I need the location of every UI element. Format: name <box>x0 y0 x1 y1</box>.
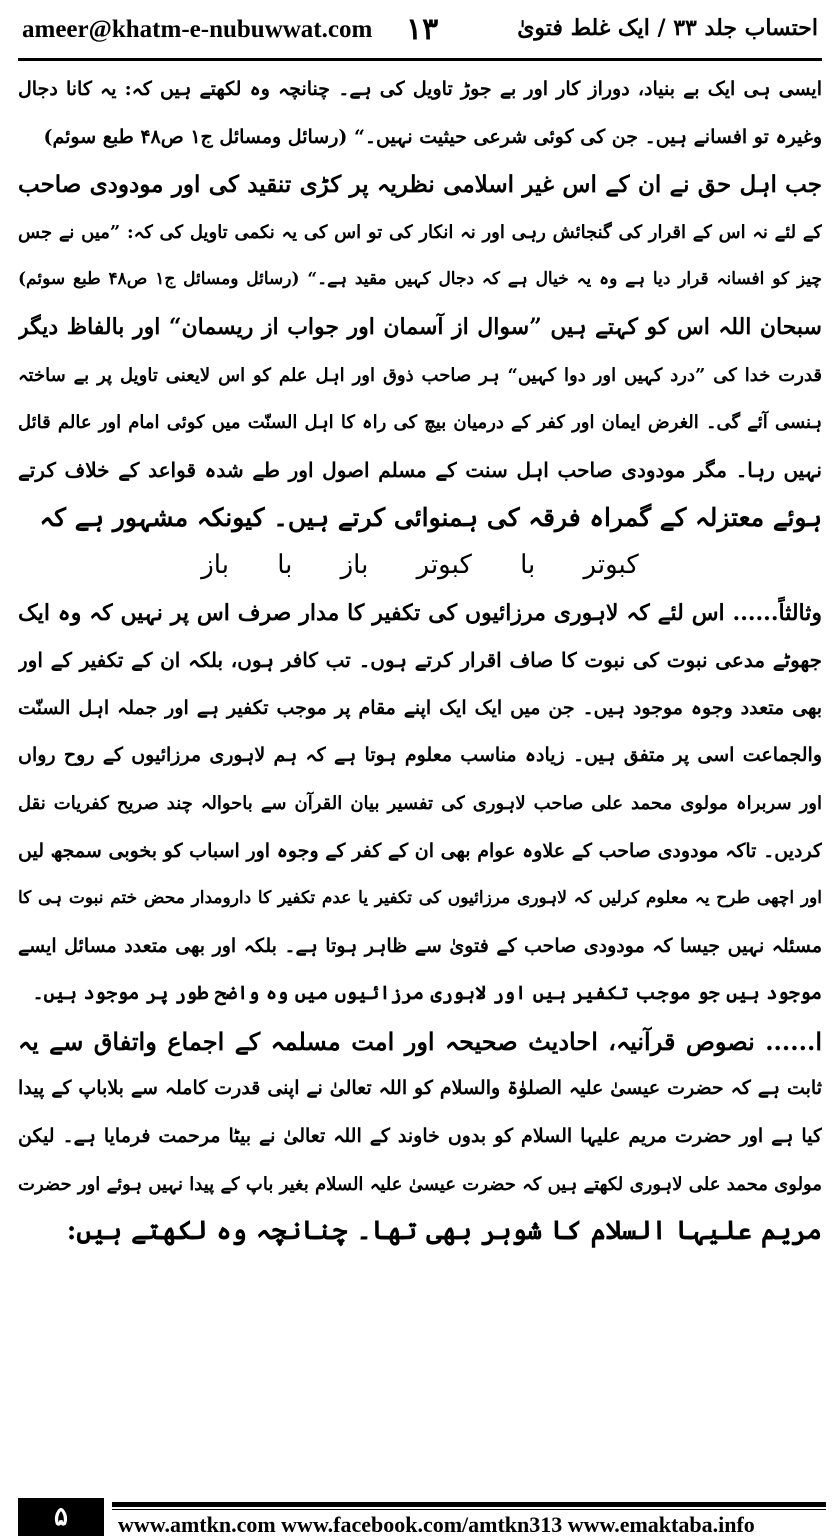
text-line: ثابت ہے کہ حضرت عیسیٰ علیہ الصلوٰۃ والسلام کو اللہ تعالیٰ نے اپنی قدرت کاملہ سے بلاباپ کے پیدا <box>18 1077 822 1100</box>
text-line: سبحان اللہ اس کو کہتے ہیں ”سوال از آسمان اور جواب از ریسمان“ اور بالفاظ دیگر <box>18 313 822 340</box>
text-line: مریم علیہا السلام کا شوہر بھی تھا۔ چنانچہ وہ لکھتے ہیں: <box>66 1216 822 1247</box>
text-line: کیا ہے اور حضرت مریم علیہا السلام کو بدوں خاوند کے اللہ تعالیٰ نے بیٹا مرحمت فرمایا ہے۔ لیکن <box>18 1125 822 1148</box>
text-line: والجماعت اسی پر متفق ہیں۔ زیادہ مناسب معلوم ہوتا ہے کہ ہم لاہوری مرزائیوں کے روح رواں <box>18 744 822 767</box>
text-line: ایسی ہی ایک بے بنیاد، دوراز کار اور بے جوڑ تاویل کی ہے۔ چنانچہ وہ لکھتے ہیں کہ: یہ کانا دجال <box>18 78 822 100</box>
text-line: کے لئے نہ اس کے اقرار کی گنجائش رہی اور نہ انکار کی تو اس کی یہ نکمی تاویل کی کہ: ”میں نے جس <box>18 221 822 243</box>
header-email: ameer@khatm-e-nubuwwat.com <box>22 16 373 43</box>
body-text <box>18 66 822 1256</box>
page-footer <box>0 1496 840 1540</box>
text-line: ہنسی آئے گی۔ الغرض ایمان اور کفر کے درمیان بیچ کی راہ کا اہل السنّت میں کوئی امام اور عالم قائل <box>18 412 822 434</box>
text-line: وغیرہ تو افسانے ہیں۔ جن کی کوئی شرعی حیثیت نہیں۔“ (رسائل ومسائل ج۱ ص۴۸ طبع سوئم) <box>43 125 822 148</box>
text-line: جھوٹے مدعی نبوت کی نبوت کا صاف اقرار کرتے ہوں۔ تب کافر ہوں، بلکہ ان کے تکفیر کے اور <box>18 648 822 673</box>
header-rule <box>18 58 822 61</box>
text-line: مولوی محمد علی لاہوری لکھتے ہیں کہ حضرت عیسیٰ علیہ السلام بغیر باپ کے پیدا نہیں ہوئے اور حضرت <box>18 1173 822 1195</box>
header-page-number: ۱۳ <box>406 12 439 47</box>
text-line: قدرت خدا کی ”درد کہیں اور دوا کہیں“ ہر صاحب ذوق اور اہل علم کو اس لایعنی تاویل پر بے ساختہ <box>18 364 822 386</box>
text-line: نہیں رہا۔ مگر مودودی صاحب اہل سنت کے مسلم اصول اور طے شدہ قواعد کے خلاف کرتے <box>18 457 822 482</box>
text-line: موجود ہیں جو موجب تکفیر ہیں اور لاہوری مرزائیوں میں وہ واضح طور پر موجود ہیں۔ <box>32 982 822 1005</box>
text-line: چیز کو افسانہ قرار دیا ہے وہ یہ خیال ہے کہ دجال کہیں مقید ہے۔“ (رسائل ومسائل ج۱ ص۴۸ طبع سوئم) <box>18 269 822 290</box>
verse-line: کبوتر با کبوتر باز با باز <box>201 549 639 580</box>
text-line: بھی متعدد وجوہ موجود ہیں۔ جن میں ایک ایک اپنے مقام پر موجب تکفیر ہے اور جملہ اہل السنّت <box>18 696 822 719</box>
footer-rule-thin <box>112 1509 826 1510</box>
text-line: جب اہل حق نے ان کے اس غیر اسلامی نظریہ پر کڑی تنقید کی اور مودودی صاحب <box>18 171 822 199</box>
text-line: اور اچھی طرح یہ معلوم کرلیں کہ لاہوری مرزائیوں کی تکفیر یا عدم تکفیر کا دارومدار محض ختم نبوت ہی کا <box>18 888 822 909</box>
footer-links: www.amtkn.com www.facebook.com/amtkn313 www.emaktaba.info <box>118 1512 755 1537</box>
text-line: ا...... نصوص قرآنیہ، احادیث صحیحہ اور امت مسلمہ کے اجماع واتفاق سے یہ <box>18 1026 822 1056</box>
text-line: ہوئے معتزلہ کے گمراہ فرقہ کی ہمنوائی کرتے ہیں۔ کیونکہ مشہور ہے کہ <box>39 503 822 533</box>
page-header <box>0 0 840 62</box>
header-title: احتساب جلد ۳۳ / ایک غلط فتویٰ <box>517 15 818 41</box>
footer-rule-thick <box>112 1502 826 1507</box>
text-line: اور سربراہ مولوی محمد علی صاحب لاہوری کی تفسیر بیان القرآن سے باحوالہ چند صریح کفریات نقل <box>18 792 822 814</box>
text-line: وثالثاً...... اس لئے کہ لاہوری مرزائیوں کی تکفیر کا مدار صرف اس پر نہیں کہ وہ ایک <box>18 599 822 626</box>
footer-page-number: ۵ <box>18 1498 104 1536</box>
text-line: مسئلہ نہیں جیسا کہ مودودی صاحب کے فتویٰ سے ظاہر ہوتا ہے۔ بلکہ اور بھی متعدد مسائل ایسے <box>18 934 822 957</box>
text-line: کردیں۔ تاکہ مودودی صاحب کے علاوہ عوام بھی ان کے کفر کے وجوہ اور اسباب کو بخوبی سمجھ لیں <box>18 839 822 862</box>
